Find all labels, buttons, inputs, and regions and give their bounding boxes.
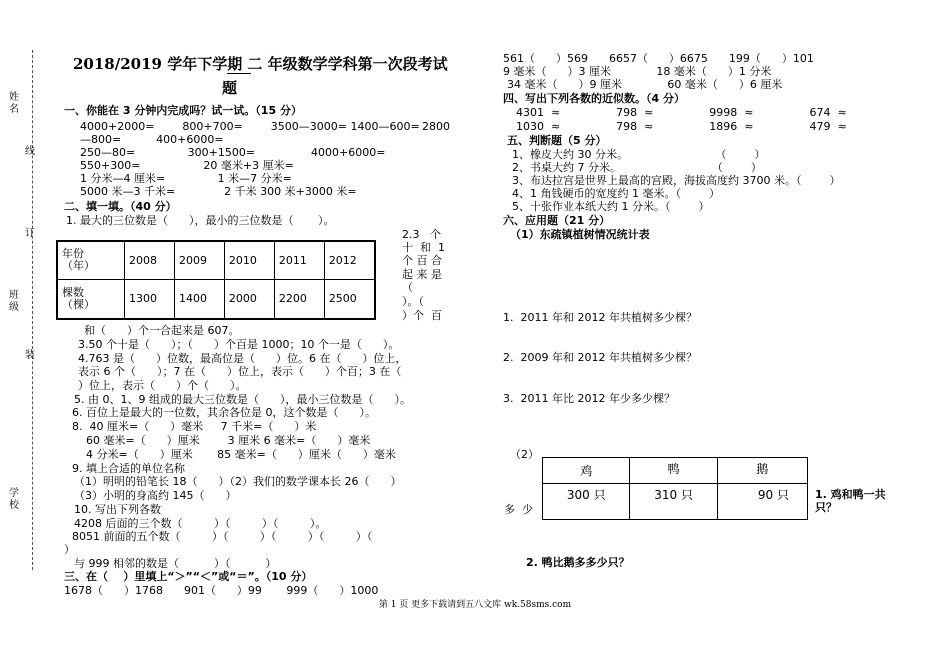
class-label: 班级 [9, 290, 19, 313]
s2-q4-a: 4.763 是（ ）位数，最高位是（ ）位。6 在（ ）位上， [78, 352, 407, 365]
s6-q3: 3. 2011 年比 2012 年少多少棵？ [503, 392, 675, 405]
s4-row-2: 1030 ≈ 798 ≈ 1896 ≈ 479 ≈ [516, 120, 847, 133]
s2-q10-a: 4208 后面的三个数（ ）（ ）（ ）。 [74, 517, 327, 530]
section-1-heading: 一、你能在 3 分钟内完成吗？试一试。（15 分） [64, 104, 302, 117]
name-label: 姓名 [9, 92, 19, 115]
s6-q-b2: 2. 鸭比鹅多多少只？ [526, 556, 630, 569]
table-header-cell: 2009 [174, 241, 224, 279]
s2-q2-cont: 和（ ）个一合起来是 607。 [84, 324, 240, 337]
s5-item-3: 3、布达拉宫是世界上最高的宫殿，海拔高度约 3700 米。（ ） [512, 174, 841, 187]
s4-row-1: 4301 ≈ 798 ≈ 9998 ≈ 674 ≈ [516, 106, 847, 119]
s6-sub-1: （1）东疏镇植树情况统计表 [510, 228, 650, 241]
table-header-year: 年份 （年） [57, 241, 125, 279]
s2-q8-b: 60 毫米=（ ）厘米 3 厘米 6 毫米=（ ）毫米 [86, 434, 371, 447]
s2-q10-d: 与 999 相邻的数是（ ）（ ） [74, 557, 277, 570]
table-header-cell: 2010 [224, 241, 274, 279]
s3-row-4: 34 毫米（ ）9 厘米 60 毫米（ ）6 厘米 [507, 78, 783, 91]
s2-q2-side-5: （ [402, 281, 413, 294]
table-header-cell: 2011 [274, 241, 324, 279]
school-label: 学校 [9, 488, 19, 511]
animal-duck: 鸭 [630, 458, 717, 484]
table-header-cell: 2012 [324, 241, 375, 279]
s2-q9-b: （3）小明的身高约 145（ ） [74, 489, 237, 502]
table-cell: 2500 [324, 279, 375, 319]
s2-q2-side-3: 个 百 合 [402, 254, 442, 267]
section-2-heading: 二、填一填。（40 分） [64, 200, 177, 213]
s2-q5: 5. 由 0、1、9 组成的最大三位数是（ ），最小三位数是（ ）。 [74, 393, 411, 406]
s5-item-5: 5、十张作业本纸大约 1 分米。（ ） [512, 200, 710, 213]
s2-q6: 6. 百位上是最大的一位数，其余各位是 0，这个数是（ ）。 [72, 406, 376, 419]
table-cell: 2200 [274, 279, 324, 319]
tree-planting-table [56, 240, 376, 320]
s5-item-2: 2、书桌大约 7 分米。 （ ） [512, 161, 762, 174]
s2-q9-a: （1）明明的铅笔长 18（ ）（2）我们的数学课本长 26（ ） [74, 475, 402, 488]
s1-row-3: 250—80= 300+1500= 4000+6000= [80, 146, 386, 159]
poultry-table [542, 457, 808, 520]
s2-q10-b: 8051 前面的五个数（ ）（ ）（ ）（ ）（ [72, 530, 373, 543]
s2-q2-side-1: 2.3 个 [402, 228, 441, 241]
s3-row-2: 561（ ）569 6657（ ）6675 199（ ）101 [503, 52, 814, 65]
binding-mark-zhuang: 装 [25, 350, 35, 361]
title-underline [227, 73, 251, 74]
s1-row-1b: 2800 [422, 120, 450, 133]
animal-goose: 鹅 [717, 458, 807, 484]
page-title: 2018/2019 学年下学期 二 年级数学学科第一次段考试 [73, 55, 448, 73]
s1-row-2: —800= 400+6000= [80, 133, 224, 146]
s3-row-1: 1678（ ）1768 901（ ）99 999（ ）1000 [64, 584, 379, 597]
s1-row-6: 5000 米—3 千米= 2 千米 300 米+3000 米= [80, 185, 357, 198]
page-footer: 第 1 页 更多下载请到五八文库 wk.58sms.com [378, 600, 572, 610]
table-row-label: 棵数 （棵） [57, 279, 125, 319]
s5-item-1: 1、橡皮大约 30 分米。 （ ） [512, 148, 766, 161]
s2-q9: 9. 填上合适的单位名称 [72, 462, 185, 475]
s2-q2-side-2: 十 和 1 [402, 241, 445, 254]
s2-q1: 1. 最大的三位数是（ ），最小的三位数是（ ）。 [66, 214, 335, 227]
s1-row-5: 1 分米—4 厘米= 1 米—7 分米= [80, 172, 292, 185]
s6-sub-2: （2） [510, 448, 539, 461]
s2-q8-c: 4 分米=（ ）厘米 85 毫米=（ ）厘米（ ）毫米 [86, 448, 396, 461]
s5-item-4: 4、1 角钱硬币的宽度约 1 毫米。（ ） [512, 187, 720, 200]
animal-chicken: 鸡 [543, 458, 630, 484]
binding-line [32, 50, 33, 570]
s2-q2-side-7: ）个 百 [402, 309, 442, 322]
s1-row-1: 4000+2000= 800+700= 3500—3000= 1400—600= [80, 120, 420, 133]
page-title-cont: 题 [222, 79, 238, 97]
table-cell: 1400 [174, 279, 224, 319]
s6-q2: 2. 2009 年和 2012 年共植树多少棵？ [503, 351, 697, 364]
section-6-heading: 六、应用题（21 分） [503, 214, 611, 227]
table-cell: 2000 [224, 279, 274, 319]
s6-row-label: 多 少 [504, 503, 533, 516]
section-5-heading: 五、判断题（5 分） [507, 134, 607, 147]
count-duck: 310 只 [630, 484, 717, 520]
s2-q4-b: 表示 6 个（ ）；7 在（ ）位上，表示（ ）个百；3 在（ [78, 365, 402, 378]
s2-q2-side-6: ）。（ [402, 295, 424, 308]
s2-q8-a: 8. 40 厘米=（ ）毫米 7 千米=（ ）米 [72, 420, 317, 433]
count-chicken: 300 只 [543, 484, 630, 520]
count-goose: 90 只 [717, 484, 807, 520]
s2-q10-c: ） [64, 543, 75, 556]
s6-q1: 1. 2011 年和 2012 年共植树多少棵？ [503, 311, 697, 324]
s6-side-question: 1. 鸡和鸭一共 只？ [815, 488, 886, 514]
section-4-heading: 四、写出下列各数的近似数。（4 分） [503, 92, 685, 105]
table-cell: 1300 [125, 279, 175, 319]
binding-mark-ding: 订 [25, 228, 35, 239]
s2-q4-c: ）位上，表示（ ）个（ ）。 [78, 379, 247, 392]
s2-q3: 3.50 个十是（ ）；（ ）个百是 1000；10 个一是（ ）。 [78, 338, 400, 351]
s2-q10: 10. 写出下列各数 [74, 503, 161, 516]
table-header-cell: 2008 [125, 241, 175, 279]
section-3-heading: 三、在（ ）里填上“＞”“＜”或“＝”。（10 分） [64, 570, 313, 583]
s1-row-4: 550+300= 20 毫米+3 厘米= [80, 159, 294, 172]
binding-mark-xian: 线 [25, 146, 35, 157]
s3-row-3: 9 毫米（ ）3 厘米 18 毫米（ ）1 分米 [503, 65, 772, 78]
s2-q2-side-4: 起 来 是 [402, 268, 442, 281]
